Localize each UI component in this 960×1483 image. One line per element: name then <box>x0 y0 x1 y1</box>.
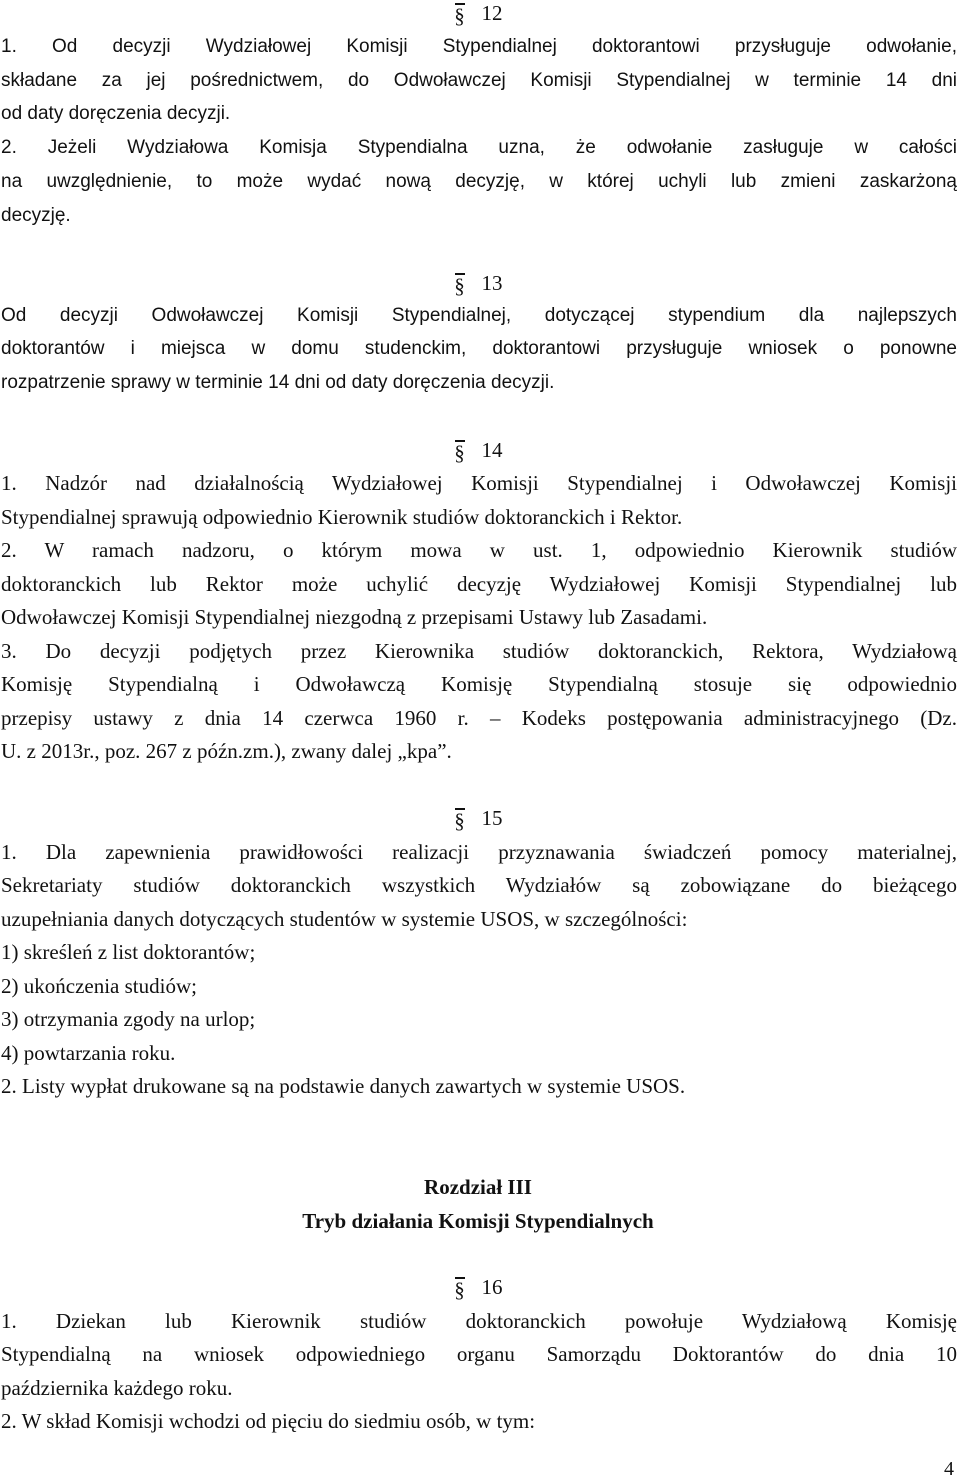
paragraph-line: 1. Od decyzji Wydziałowej Komisji Stypendialnej doktorantowi przysługuje odwołanie, <box>1 36 957 57</box>
section-heading-14: § 14 <box>454 438 503 465</box>
paragraph-line: 2. Jeżeli Wydziałowa Komisja Stypendialna uzna, że odwołanie zasługuje w całości <box>1 137 957 158</box>
paragraph-line: 2. Listy wypłat drukowane są na podstawie danych zawartych w systemie USOS. <box>1 1074 686 1098</box>
paragraph-line: decyzję. <box>1 205 71 226</box>
paragraph-line: Sekretariaty studiów doktoranckich wszystkich Wydziałów są zobowiązane do bieżącego <box>1 873 957 897</box>
section-heading-15: § 15 <box>454 806 503 833</box>
list-item: 3) otrzymania zgody na urlop; <box>1 1007 256 1031</box>
section-sign-icon: § <box>454 809 465 833</box>
paragraph-line: Stypendialnej sprawują odpowiednio Kierownik studiów doktoranckich i Rektor. <box>1 505 683 529</box>
paragraph-line: przepisy ustawy z dnia 14 czerwca 1960 r. – Kodeks postępowania administracyjnego (Dz. <box>1 706 957 730</box>
section-sign-icon: § <box>454 1278 465 1302</box>
paragraph-line: 2. W skład Komisji wchodzi od pięciu do siedmiu osób, w tym: <box>1 1409 536 1433</box>
section-heading-12: § 12 <box>454 1 503 28</box>
paragraph-line: na uwzględnienie, to może wydać nową decyzję, w której uchyli lub zmieni zaskarżoną <box>1 171 957 192</box>
paragraph-line: 3. Do decyzji podjętych przez Kierownika studiów doktoranckich, Rektora, Wydziałową <box>1 639 957 663</box>
chapter-subtitle: Tryb działania Komisji Stypendialnych <box>302 1209 654 1233</box>
paragraph-line: 2. W ramach nadzoru, o którym mowa w ust. 1, odpowiednio Kierownik studiów <box>1 538 957 562</box>
paragraph-line: 1. Dla zapewnienia prawidłowości realizacji przyznawania świadczeń pomocy materialnej, <box>1 840 957 864</box>
chapter-title: Rozdział III <box>424 1175 532 1199</box>
section-sign-icon: § <box>454 4 465 28</box>
paragraph-line: 1. Dziekan lub Kierownik studiów doktoranckich powołuje Wydziałową Komisję <box>1 1309 957 1333</box>
paragraph-line: U. z 2013r., poz. 267 z późn.zm.), zwany dalej „kpa”. <box>1 739 452 763</box>
paragraph-line: Odwoławczej Komisji Stypendialnej niezgodną z przepisami Ustawy lub Zasadami. <box>1 605 708 629</box>
paragraph-line: uzupełniania danych dotyczących studentów w systemie USOS, w szczególności: <box>1 907 688 931</box>
paragraph-line: Stypendialną na wniosek odpowiedniego organu Samorządu Doktorantów do dnia 10 <box>1 1342 957 1366</box>
section-sign-icon: § <box>454 274 465 298</box>
paragraph-line: Komisję Stypendialną i Odwoławczą Komisję Stypendialną stosuje się odpowiednio <box>1 672 957 696</box>
section-heading-13: § 13 <box>454 271 503 298</box>
list-item: 2) ukończenia studiów; <box>1 974 197 998</box>
paragraph-line: rozpatrzenie sprawy w terminie 14 dni od daty doręczenia decyzji. <box>1 372 555 393</box>
list-item: 1) skreśleń z list doktorantów; <box>1 940 256 964</box>
section-sign-icon: § <box>454 441 465 465</box>
paragraph-line: doktorantów i miejsca w domu studenckim, doktorantowi przysługuje wniosek o ponowne <box>1 338 957 359</box>
paragraph-line: składane za jej pośrednictwem, do Odwoławczej Komisji Stypendialnej w terminie 14 dni <box>1 70 957 91</box>
list-item: 4) powtarzania roku. <box>1 1041 176 1065</box>
paragraph-line: doktoranckich lub Rektor może uchylić decyzję Wydziałowej Komisji Stypendialnej lub <box>1 572 957 596</box>
paragraph-line: 1. Nadzór nad działalnością Wydziałowej Komisji Stypendialnej i Odwoławczej Komisji <box>1 471 957 495</box>
paragraph-line: Od decyzji Odwoławczej Komisji Stypendialnej, dotyczącej stypendium dla najlepszych <box>1 305 957 326</box>
paragraph-line: od daty doręczenia decyzji. <box>1 103 231 124</box>
section-heading-16: § 16 <box>454 1275 503 1302</box>
page-number: 4 <box>944 1458 954 1480</box>
paragraph-line: października każdego roku. <box>1 1376 233 1400</box>
